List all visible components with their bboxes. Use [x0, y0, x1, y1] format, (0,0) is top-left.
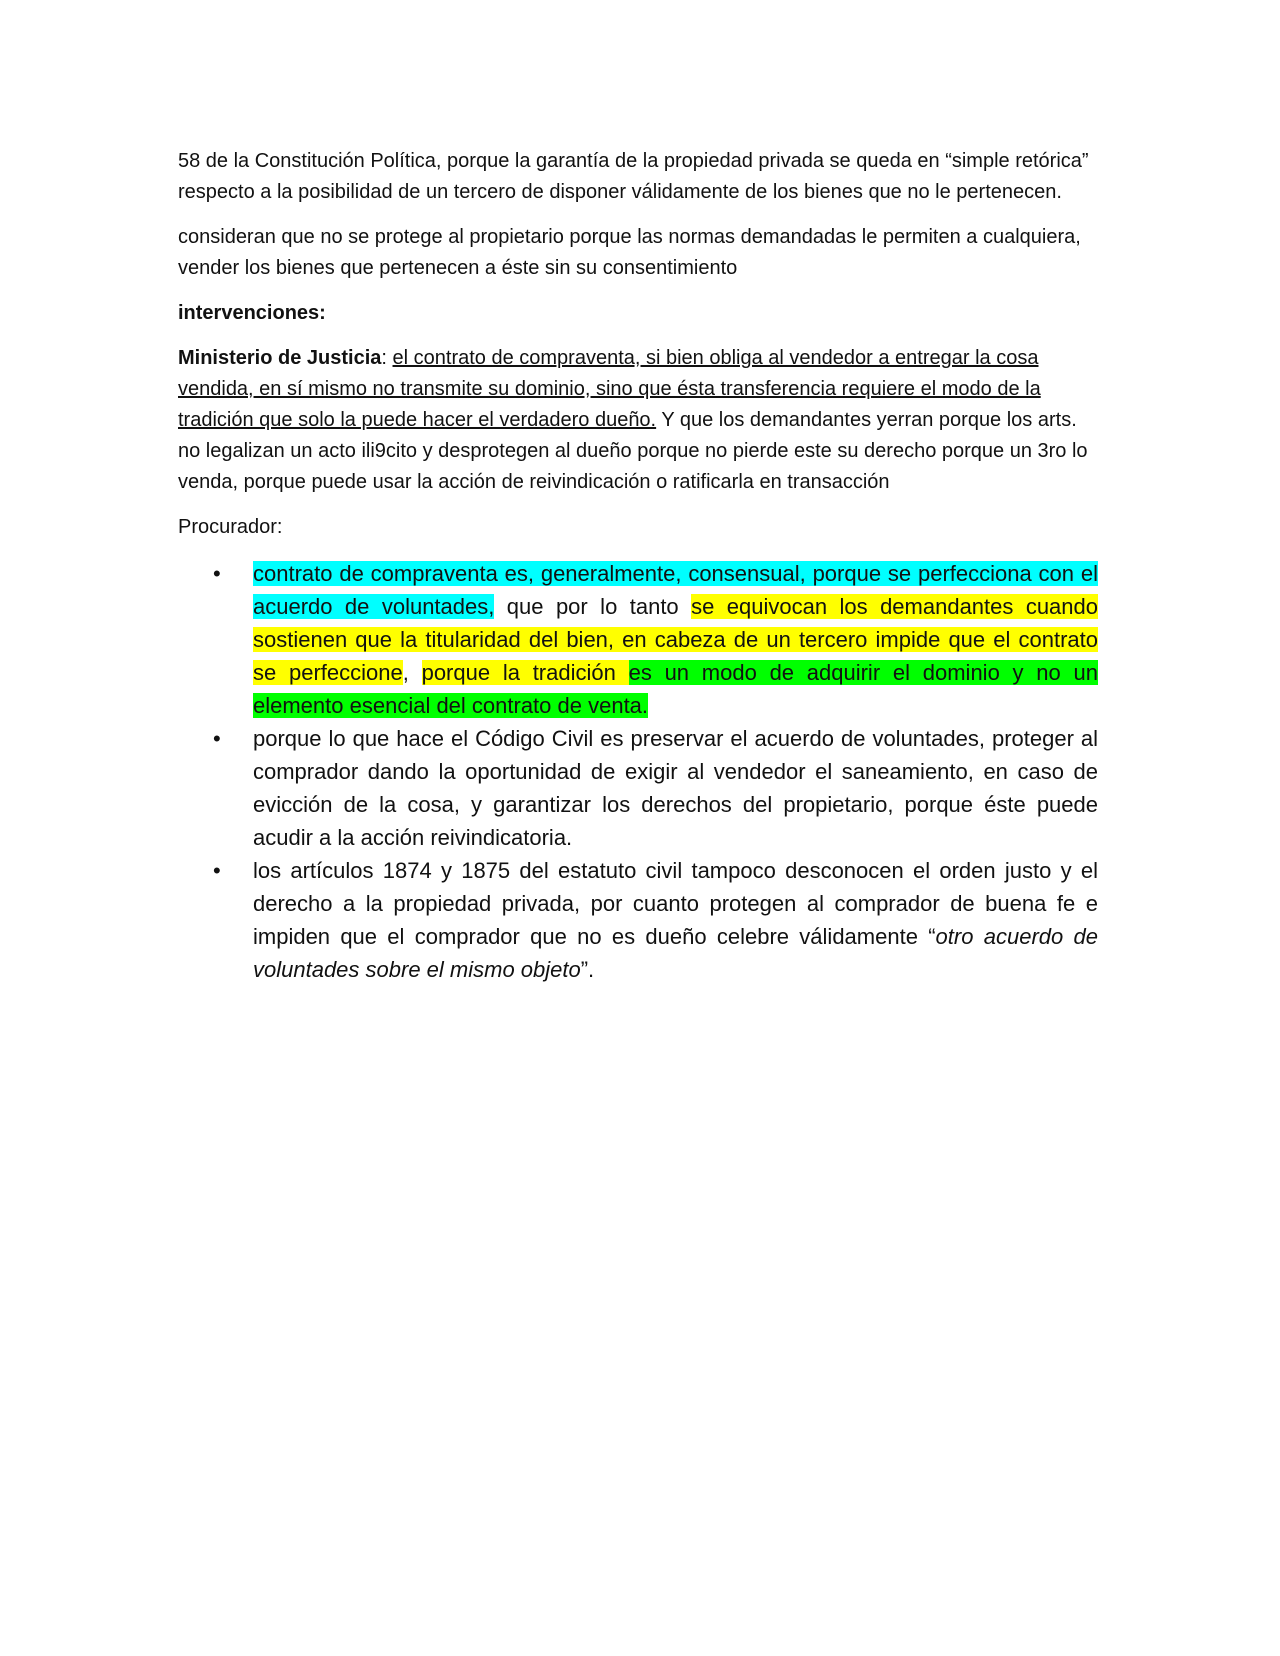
highlight-green-text: es un modo de adquirir el dominio y no un elemento esencial del contrato de venta.	[253, 660, 1098, 718]
bullet-text: porque lo que hace el Código Civil es preservar el acuerdo de voluntades, proteger al comprador dando la oportunidad de exigir al vendedor el saneamiento, en caso de evicción de la cosa, y garantizar los derechos del propietario, porque éste puede acudir a la acción reivindicatoria.	[253, 726, 1098, 850]
bullet-text: los artículos 1874 y 1875 del estatuto civil tampoco desconocen el orden justo y el derecho a la propiedad privada, por cuanto protegen al comprador de buena fe e impiden que el comprador que no es dueño celebre válidamente “	[253, 858, 1098, 949]
plain-text: ,	[402, 660, 422, 685]
highlight-cyan-text: contrato de compraventa es, generalmente, consensual, porque se perfecciona con el acuerdo de voluntades,	[253, 561, 1098, 619]
paragraph-consideran: consideran que no se protege al propietario porque las normas demandadas le permiten a cualquiera, vender los bienes que pertenecen a éste sin su consentimiento	[178, 226, 1081, 279]
italic-quote-text: otro acuerdo de voluntades sobre el mismo objeto	[253, 924, 1098, 982]
heading-procurador: Procurador:	[178, 516, 283, 538]
procurador-bullet-list	[178, 557, 1098, 986]
plain-text: que por lo tanto	[494, 594, 692, 619]
ministerio-label: Ministerio de Justicia	[178, 347, 382, 369]
bullet-icon: •	[213, 858, 221, 883]
paragraph-constitucion: 58 de la Constitución Política, porque la garantía de la propiedad privada se queda en “simple retórica” respecto a la posibilidad de un tercero de disponer válidamente de los bienes que no le pertenecen.	[178, 150, 1089, 203]
bullet-icon: •	[213, 561, 221, 586]
heading-intervenciones: intervenciones:	[178, 302, 326, 324]
ministerio-colon: :	[381, 347, 393, 369]
list-item	[178, 722, 1098, 854]
highlight-yellow-text: se equivocan los demandantes cuando sostienen que la titularidad del bien, en cabeza de un tercero impide que el contrato se perfeccione	[253, 594, 1098, 685]
document-page	[178, 146, 1098, 986]
bullet-text-end: ”.	[580, 957, 595, 982]
paragraph-ministerio	[178, 343, 1098, 498]
list-item	[178, 557, 1098, 722]
ministerio-rest-text: Y que los demandantes yerran porque los arts. no legalizan un acto ili9cito y desprotegen al dueño porque no pierde este su derecho porque un 3ro lo venda, porque puede usar la acción de reivindicación o ratificarla en transacción	[178, 409, 1088, 493]
list-item	[178, 854, 1098, 986]
ministerio-underlined-text: el contrato de compraventa, si bien obliga al vendedor a entregar la cosa vendida, en sí mismo no transmite su dominio, sino que ésta transferencia requiere el modo de la tradición que solo la puede hacer el verdadero dueño.	[178, 347, 1041, 431]
highlight-yellow-text: porque la tradición	[421, 660, 629, 685]
bullet-icon: •	[213, 726, 221, 751]
